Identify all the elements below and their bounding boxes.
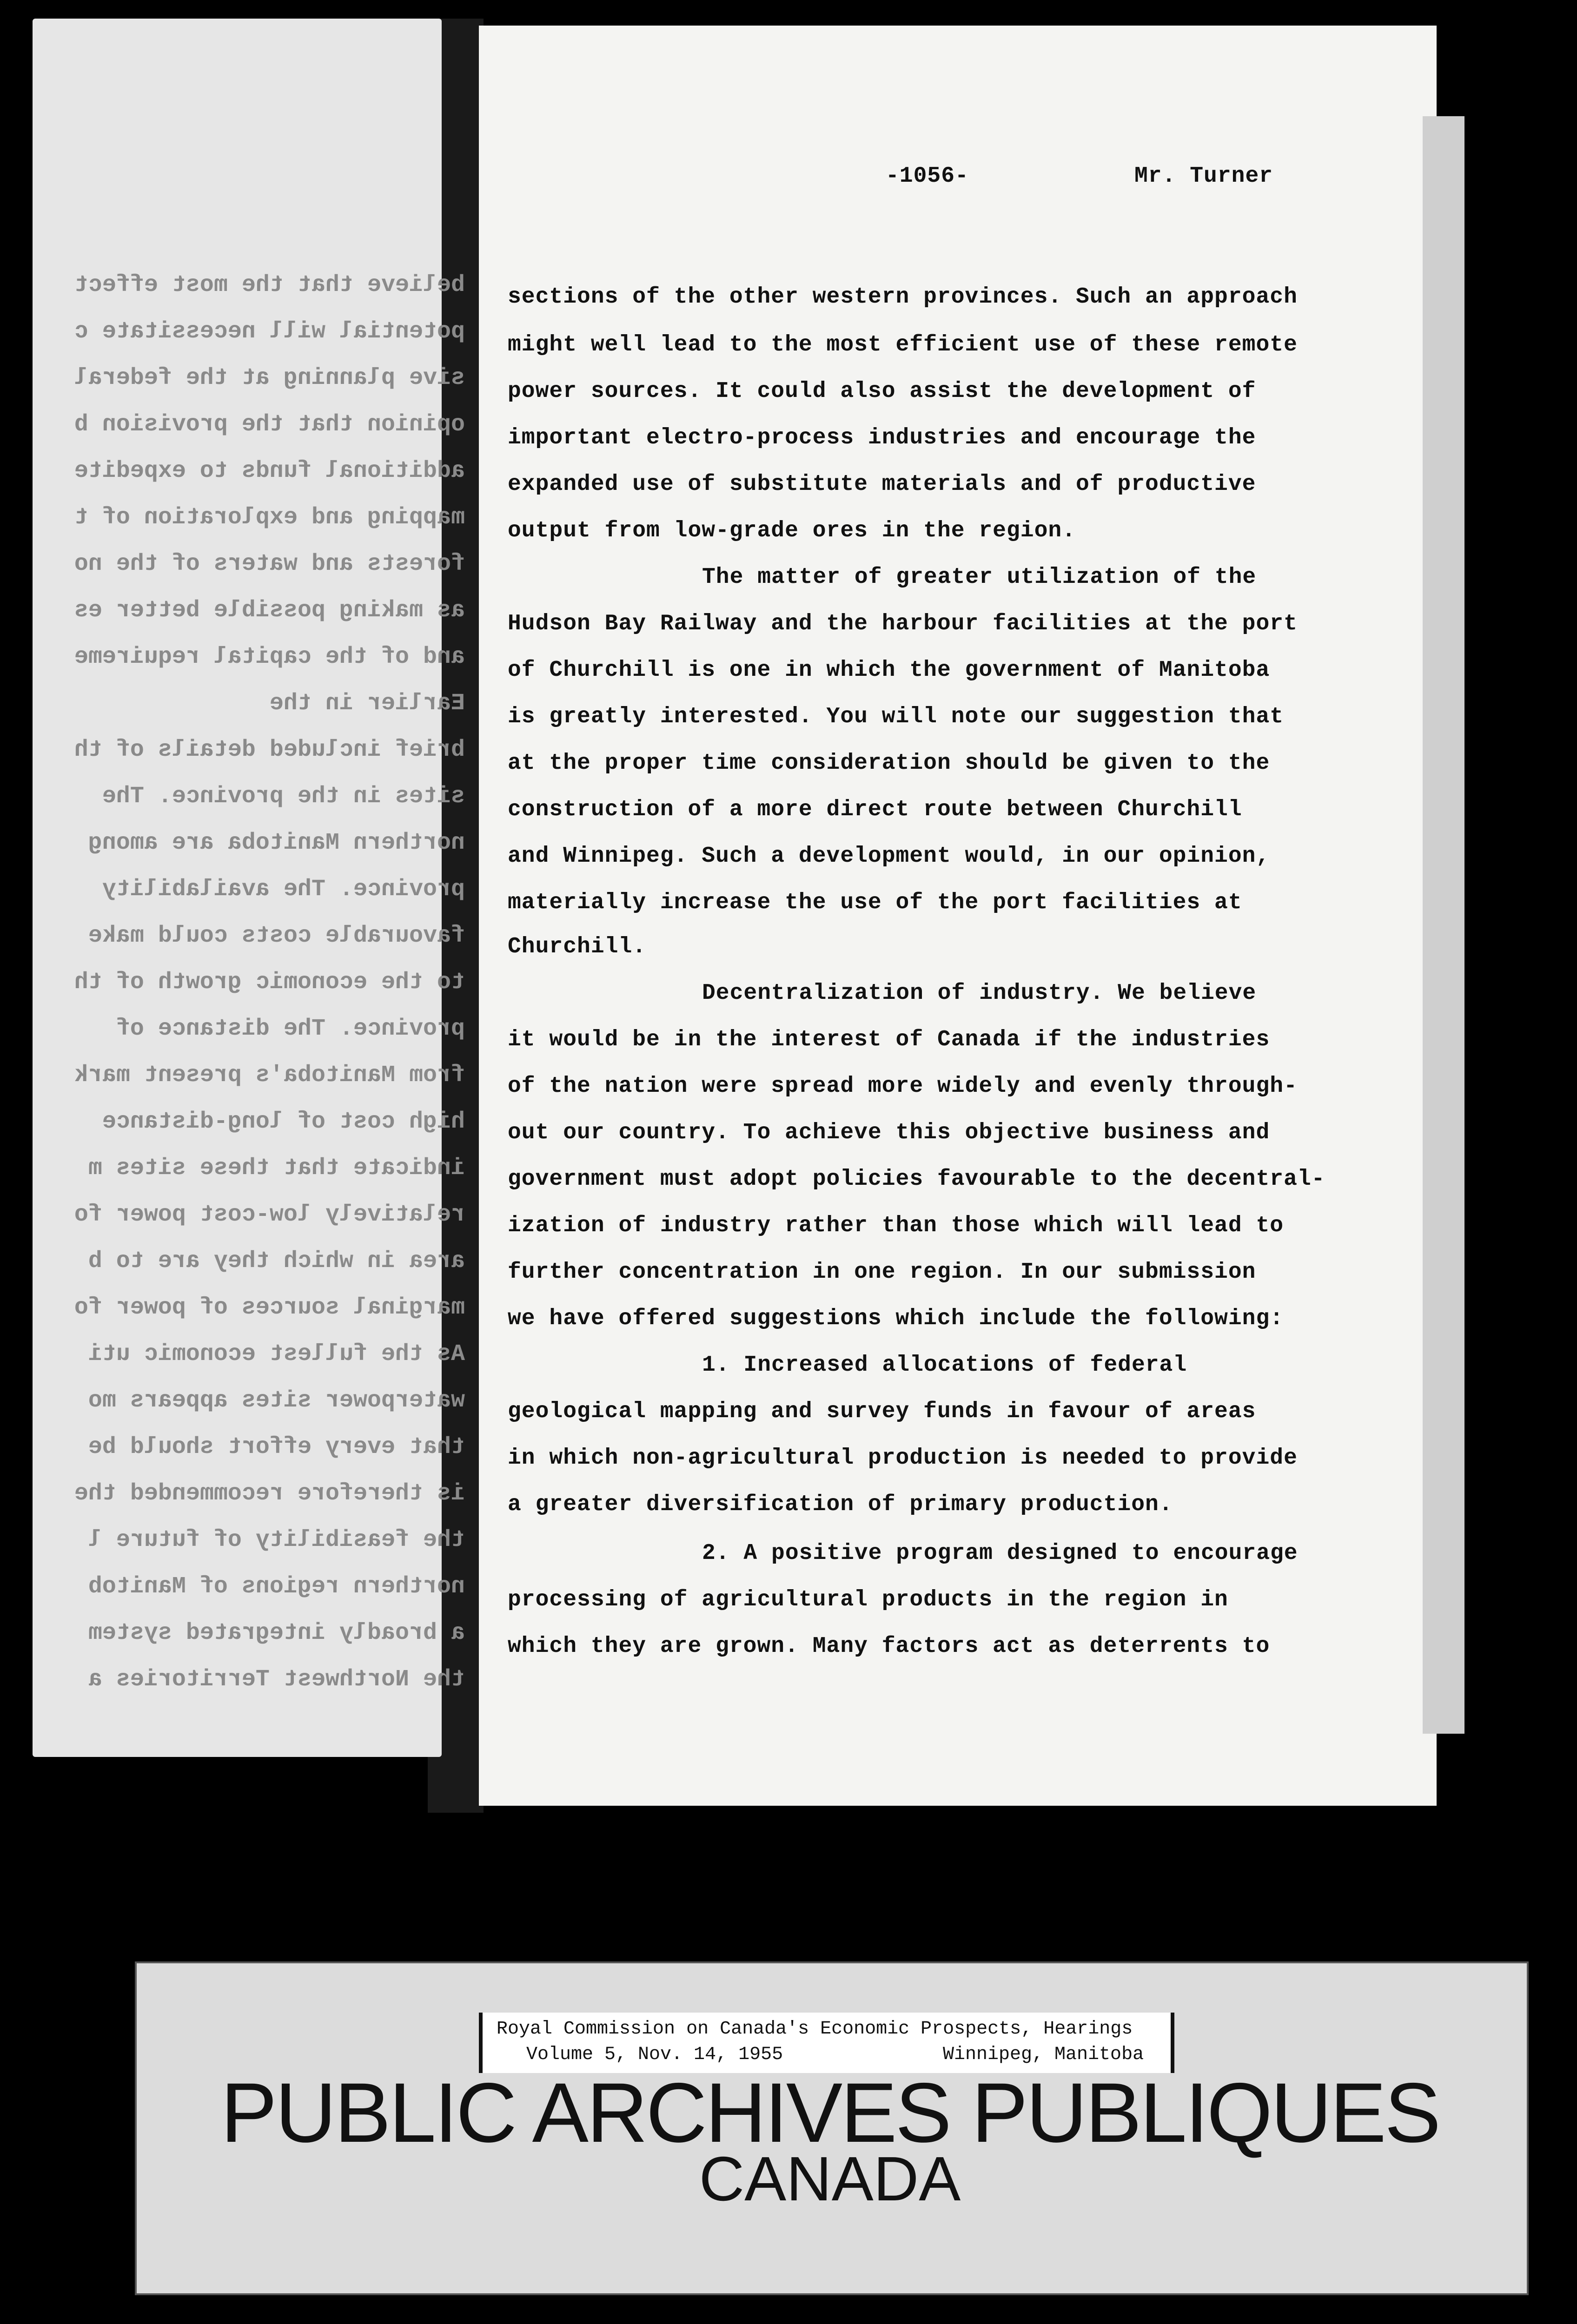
left-page-line: to the economic growth of th — [74, 969, 465, 996]
left-page-line: from Manitoba's present mark — [74, 1062, 465, 1089]
left-page-line: indicate that these sites m — [88, 1155, 465, 1182]
public-archives-title: PUBLIC ARCHIVES PUBLIQUES — [220, 2065, 1439, 2160]
left-page-line: potential will necessitate c — [74, 318, 465, 345]
left-page-line: brief included details of th — [74, 737, 465, 763]
body-line: further concentration in one region. In our submission — [508, 1260, 1256, 1285]
body-line: in which non-agricultural production is needed to provide — [508, 1446, 1298, 1471]
left-page-line: the feasibility of future l — [88, 1527, 465, 1553]
body-line: expanded use of substitute materials and of productive — [508, 472, 1256, 497]
left-page-line: is therefore recommended the — [74, 1480, 465, 1507]
speaker-name: Mr. Turner — [1134, 164, 1273, 189]
body-line: Hudson Bay Railway and the harbour facilities at the port — [508, 611, 1298, 636]
body-line: out our country. To achieve this objective business and — [508, 1120, 1270, 1145]
left-page-line: area in which they are to b — [88, 1248, 465, 1274]
body-line: government must adopt policies favourable to the decentral- — [508, 1167, 1325, 1192]
body-line: 1. Increased allocations of federal — [702, 1353, 1187, 1378]
left-page-line: and of the capital requireme — [74, 644, 465, 670]
left-page-line: believe that the most effect — [74, 272, 465, 298]
left-page-line: the Northwest Territories a — [88, 1666, 465, 1693]
right-page-edge — [1423, 116, 1464, 1734]
body-line: and Winnipeg. Such a development would, in our opinion, — [508, 844, 1270, 869]
left-page-line: a broadly integrated system — [88, 1620, 465, 1646]
left-page-line: additional funds to expedite — [74, 458, 465, 484]
body-line: is greatly interested. You will note our suggestion that — [508, 704, 1284, 729]
left-page-line: province. The availability — [102, 876, 465, 903]
body-line: which they are grown. Many factors act as deterrents to — [508, 1634, 1270, 1659]
body-line: 2. A positive program designed to encourage — [702, 1541, 1298, 1566]
left-page-line: opinion that the provision b — [74, 411, 465, 438]
left-page-line: as making possible better es — [74, 597, 465, 624]
archive-label-line1: Royal Commission on Canada's Economic Prospects, Hearings — [497, 2019, 1133, 2040]
body-line: power sources. It could also assist the development of — [508, 379, 1256, 404]
body-line: of the nation were spread more widely and evenly through- — [508, 1074, 1298, 1099]
left-page-line: high cost of long-distance — [102, 1109, 465, 1135]
left-page — [33, 19, 465, 1757]
left-page-line: province. The distance of — [116, 1016, 465, 1042]
left-page-line: Earlier in the — [269, 690, 465, 717]
body-line: important electro-process industries and encourage the — [508, 425, 1256, 450]
left-page-line: northern Manitoba are among — [88, 830, 465, 856]
body-line: geological mapping and survey funds in favour of areas — [508, 1399, 1256, 1424]
body-line: The matter of greater utilization of the — [702, 565, 1257, 590]
left-page-line: northern regions of Manitob — [88, 1573, 465, 1600]
body-line: might well lead to the most efficient use of these remote — [508, 332, 1298, 357]
left-page-line: marginal sources of power fo — [74, 1294, 465, 1321]
body-line: materially increase the use of the port facilities at — [508, 890, 1242, 915]
left-page-line: As the fullest economic uti — [88, 1341, 465, 1367]
body-line: Churchill. — [508, 934, 647, 959]
body-line: it would be in the interest of Canada if the industries — [508, 1027, 1270, 1052]
body-line: a greater diversification of primary production. — [508, 1492, 1173, 1517]
left-page-line: waterpower sites appears mo — [88, 1387, 465, 1414]
body-line: processing of agricultural products in the region in — [508, 1587, 1228, 1612]
archive-label-location: Winnipeg, Manitoba — [943, 2044, 1144, 2065]
left-page-line: that every effort should be — [88, 1434, 465, 1460]
body-line: at the proper time consideration should be given to the — [508, 751, 1270, 776]
left-page-line: sites in the province. The — [102, 783, 465, 810]
body-line: Decentralization of industry. We believe — [702, 981, 1257, 1006]
left-page-line: favourable costs could make — [88, 923, 465, 949]
left-page-mirrored-text — [33, 19, 465, 1757]
body-line: sections of the other western provinces. Such an approach — [508, 284, 1298, 310]
body-line: construction of a more direct route between Churchill — [508, 797, 1242, 822]
body-line: ization of industry rather than those which will lead to — [508, 1213, 1284, 1238]
body-line: we have offered suggestions which include the following: — [508, 1306, 1284, 1331]
left-page-line: mapping and exploration of t — [74, 504, 465, 531]
archive-label-volume: Volume 5, Nov. 14, 1955 — [526, 2044, 783, 2065]
canada-title: CANADA — [699, 2144, 961, 2214]
left-page-line: sive planning at the federal — [74, 365, 465, 391]
body-line: of Churchill is one in which the government of Manitoba — [508, 658, 1270, 683]
body-line: output from low-grade ores in the region. — [508, 518, 1076, 543]
left-page-line: relatively low-cost power fo — [74, 1202, 465, 1228]
left-page-line: forests and waters of the no — [74, 551, 465, 577]
page-number: -1056- — [886, 164, 969, 189]
